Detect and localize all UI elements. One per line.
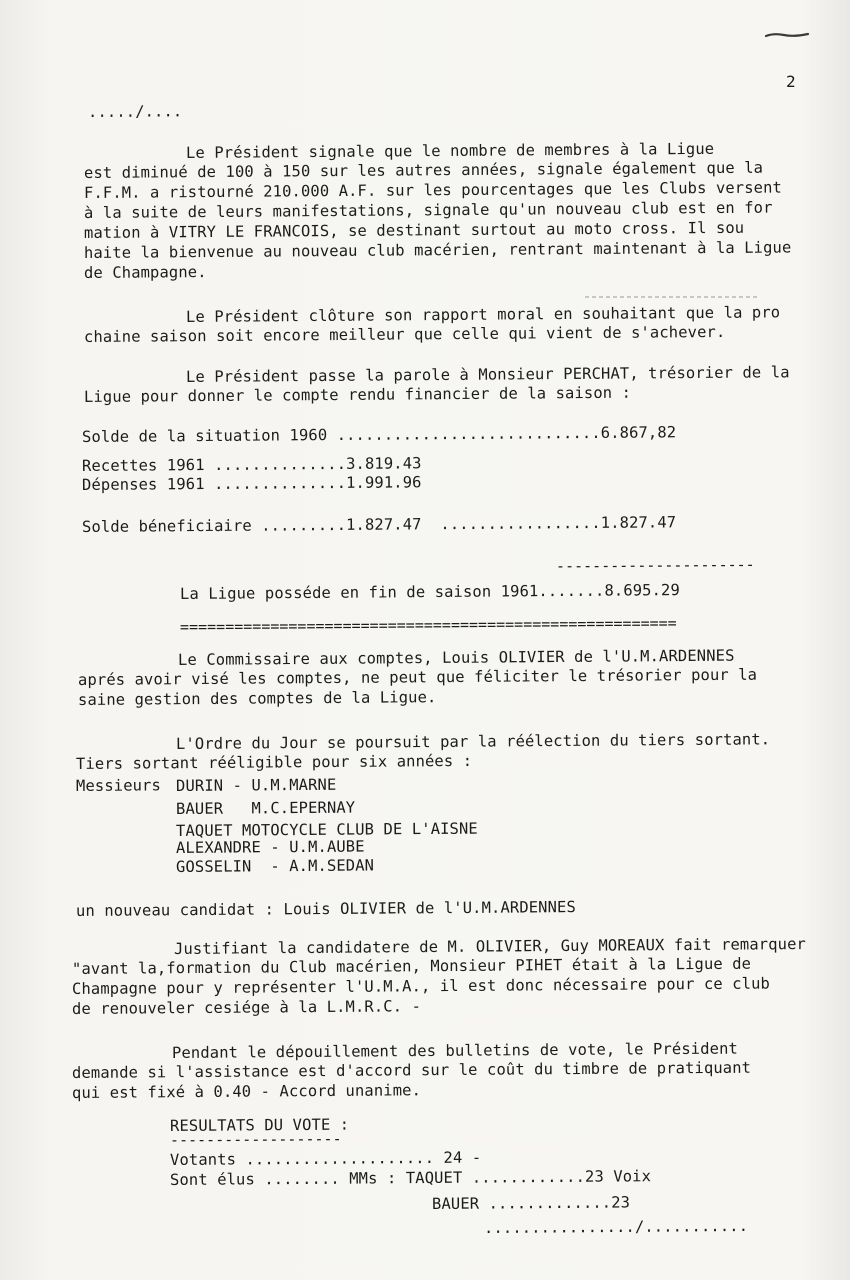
intro-line: de Champagne.: [83, 263, 207, 282]
vote-line: demande si l'assistance est d'accord sur le coût du timbre de pratiquant: [71, 1058, 752, 1082]
closing-line: Le Président clôture son rapport moral en souhaitant que la pro: [185, 303, 781, 326]
intro-line: à la suite de leurs manifestations, signale qu'un nouveau club est en for: [83, 198, 773, 222]
finance-ligue-possede: La Ligue posséde en fin de saison 1961.......8.695.29: [179, 581, 680, 603]
intro-line: haite la bienvenue au nouveau club macérien, rentrant maintenant à la Ligue: [83, 238, 792, 262]
results-heading: RESULTATS DU VOTE :: [169, 1115, 350, 1135]
member-entry: ALEXANDRE - U.M.AUBE: [175, 837, 365, 857]
justification-line: de renouveler cesiége à la L.M.R.C. -: [71, 997, 422, 1018]
finance-dash-rule: ----------------------: [555, 555, 755, 575]
intro-line: Le Président signale que le nombre de membres à la Ligue: [185, 139, 715, 162]
ordre-line: Tiers sortant rééligible pour six années :: [75, 751, 473, 773]
finance-depenses: Dépenses 1961 ..............1.991.96: [81, 473, 422, 494]
justification-line: "avant la,formation du Club macérien, Monsieur PIHET était à la Ligue de: [71, 954, 752, 978]
results-heading-rule: -------------------: [169, 1129, 342, 1149]
page-number: 2: [786, 72, 796, 91]
justification-line: Justifiant la candidatere de M. OLIVIER, Guy MOREAUX fait remarquer: [173, 935, 806, 958]
intro-line: mation à VITRY LE FRANCOIS, se destinant surtout au moto cross. Il sou: [83, 218, 745, 242]
treasurer-line: Le Président passe la parole à Monsieur PERCHAT, trésorier de la: [185, 363, 790, 386]
member-entry: TAQUET MOTOCYCLE CLUB DE L'AISNE: [175, 819, 478, 840]
new-candidate: un nouveau candidat : Louis OLIVIER de l'U.M.ARDENNES: [75, 898, 576, 920]
intro-line: est diminué de 100 à 150 sur les autres années, signale également que la: [83, 158, 764, 182]
member-entry: GOSSELIN - A.M.SEDAN: [175, 856, 375, 876]
member-entry: DURIN - U.M.MARNE: [175, 775, 337, 795]
justification-line: Champagne pour y représenter l'U.M.A., il est donc nécessaire pour ce club: [71, 974, 771, 998]
results-votants: Votants .................... 24 -: [169, 1148, 482, 1169]
treasurer-line: Ligue pour donner le compte rendu financier de la saison :: [83, 383, 632, 406]
continuation-top: ...../....: [87, 102, 183, 121]
results-bauer: BAUER .............23: [431, 1193, 631, 1213]
commissaire-line: Le Commissaire aux comptes, Louis OLIVIER de l'U.M.ARDENNES: [177, 646, 735, 669]
faint-rule: [585, 296, 760, 298]
commissaire-line: saine gestion des comptes de la Ligue.: [77, 688, 437, 709]
finance-double-rule: =======================================================: [179, 614, 677, 636]
finance-solde-1960: Solde de la situation 1960 ............................6.867,82: [81, 423, 677, 446]
ordre-line: L'Ordre du Jour se poursuit par la réélection du tiers sortant.: [175, 730, 771, 753]
finance-recettes: Recettes 1961 ..............3.819.43: [81, 454, 422, 475]
finance-solde-beneficiaire: Solde béneficiaire .........1.827.47 .................1.827.47: [81, 513, 677, 536]
closing-line: chaine saison soit encore meilleur que celle qui vient de s'achever.: [83, 322, 726, 346]
member-entry: BAUER M.C.EPERNAY: [175, 798, 356, 818]
vote-line: qui est fixé à 0.40 - Accord unanime.: [71, 1081, 422, 1102]
members-prefix: Messieurs: [75, 776, 161, 795]
vote-line: Pendant le dépouillement des bulletins de vote, le Président: [171, 1039, 738, 1062]
commissaire-line: aprés avoir visé les comptes, ne peut que féliciter le trésorier pour la: [77, 665, 758, 689]
continuation-bottom: ................/...........: [483, 1216, 749, 1237]
intro-line: F.F.M. a ristourné 210.000 A.F. sur les pourcentages que les Clubs versent: [83, 178, 783, 202]
ink-smudge-icon: [764, 30, 810, 40]
results-elus: Sont élus ........ MMs : TAQUET ............23 Voix: [169, 1167, 652, 1189]
